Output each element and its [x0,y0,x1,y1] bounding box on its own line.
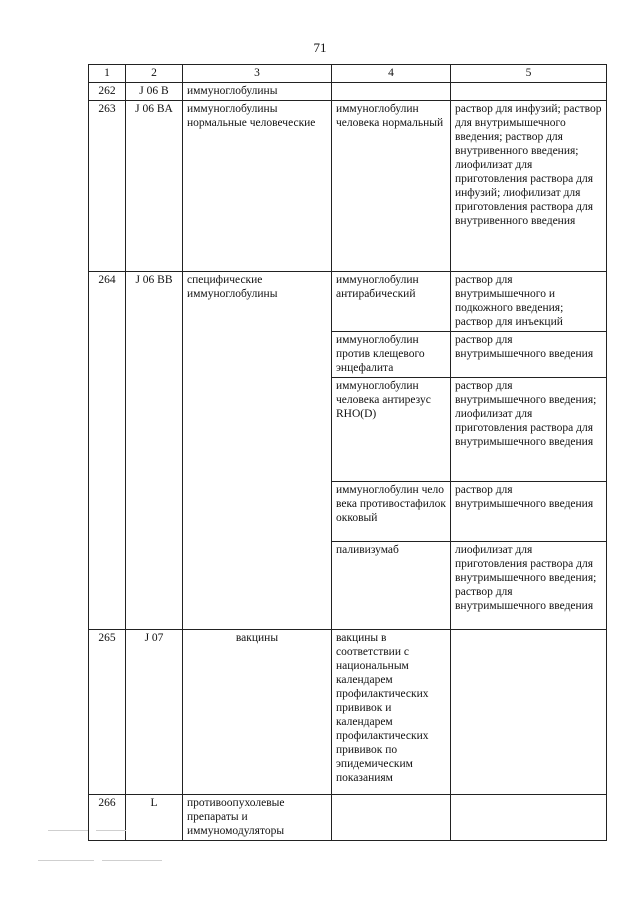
group-name: иммуноглобулины [183,83,332,101]
dosage-form: раствор для внутримышечного введения [451,482,607,542]
drug-name: вакцины в соответствии с национальным календарем профилактических прививок и календарем профилактических прививок по эпидемическим показаниям [332,630,451,795]
row-number: 264 [89,272,126,630]
drug-table [88,64,607,841]
dosage-form: раствор для внутримышечного введения [451,332,607,378]
atc-code: J 07 [126,630,183,795]
row-number: 263 [89,101,126,272]
dosage-form: раствор для внутримышечного введения; лиофилизат для приготовления раствора для внутримышечного введения [451,378,607,482]
dosage-form: раствор для инфузий; раствор для внутримышечного введения; раствор для внутривенного введения; лиофилизат для приготовления раствора для инфузий; лиофилизат для приготовления раствора для внутривенного введения [451,101,607,272]
drug-name [332,83,451,101]
col-header-5: 5 [451,65,607,83]
group-name: специфические иммуноглобулины [183,272,332,630]
dosage-form [451,795,607,841]
atc-code: J 06 BA [126,101,183,272]
col-header-2: 2 [126,65,183,83]
table-row [89,272,607,332]
header-row [89,65,607,83]
group-name: иммуноглобулины нормальные человеческие [183,101,332,272]
col-header-1: 1 [89,65,126,83]
drug-name: иммуноглобулин человека антирезус RHO(D) [332,378,451,482]
group-name: противоопухолевые препараты и иммуномодуляторы [183,795,332,841]
group-name: вакцины [183,630,332,795]
col-header-3: 3 [183,65,332,83]
dosage-form [451,630,607,795]
dosage-form: раствор для внутримышечного и подкожного введения; раствор для инъекций [451,272,607,332]
page-number: 71 [313,40,327,55]
drug-name: иммуноглобулин человека нормальный [332,101,451,272]
table-row [89,83,607,101]
table-row [89,630,607,795]
dosage-form: лиофилизат для приготовления раствора для внутримышечного введения; раствор для внутримышечного введения [451,542,607,630]
drug-name [332,795,451,841]
drug-name: иммуноглобулин антирабический [332,272,451,332]
row-number: 266 [89,795,126,841]
col-header-4: 4 [332,65,451,83]
atc-code: J 06 BB [126,272,183,630]
row-number: 265 [89,630,126,795]
drug-name: паливизумаб [332,542,451,630]
atc-code: J 06 B [126,83,183,101]
table-row [89,101,607,272]
dosage-form [451,83,607,101]
drug-name: иммуноглобулин против клещевого энцефалита [332,332,451,378]
row-number: 262 [89,83,126,101]
drug-name: иммуноглобулин человека противостафилококковый [332,482,451,542]
scan-artifact [38,826,168,876]
atc-code: L [126,795,183,841]
